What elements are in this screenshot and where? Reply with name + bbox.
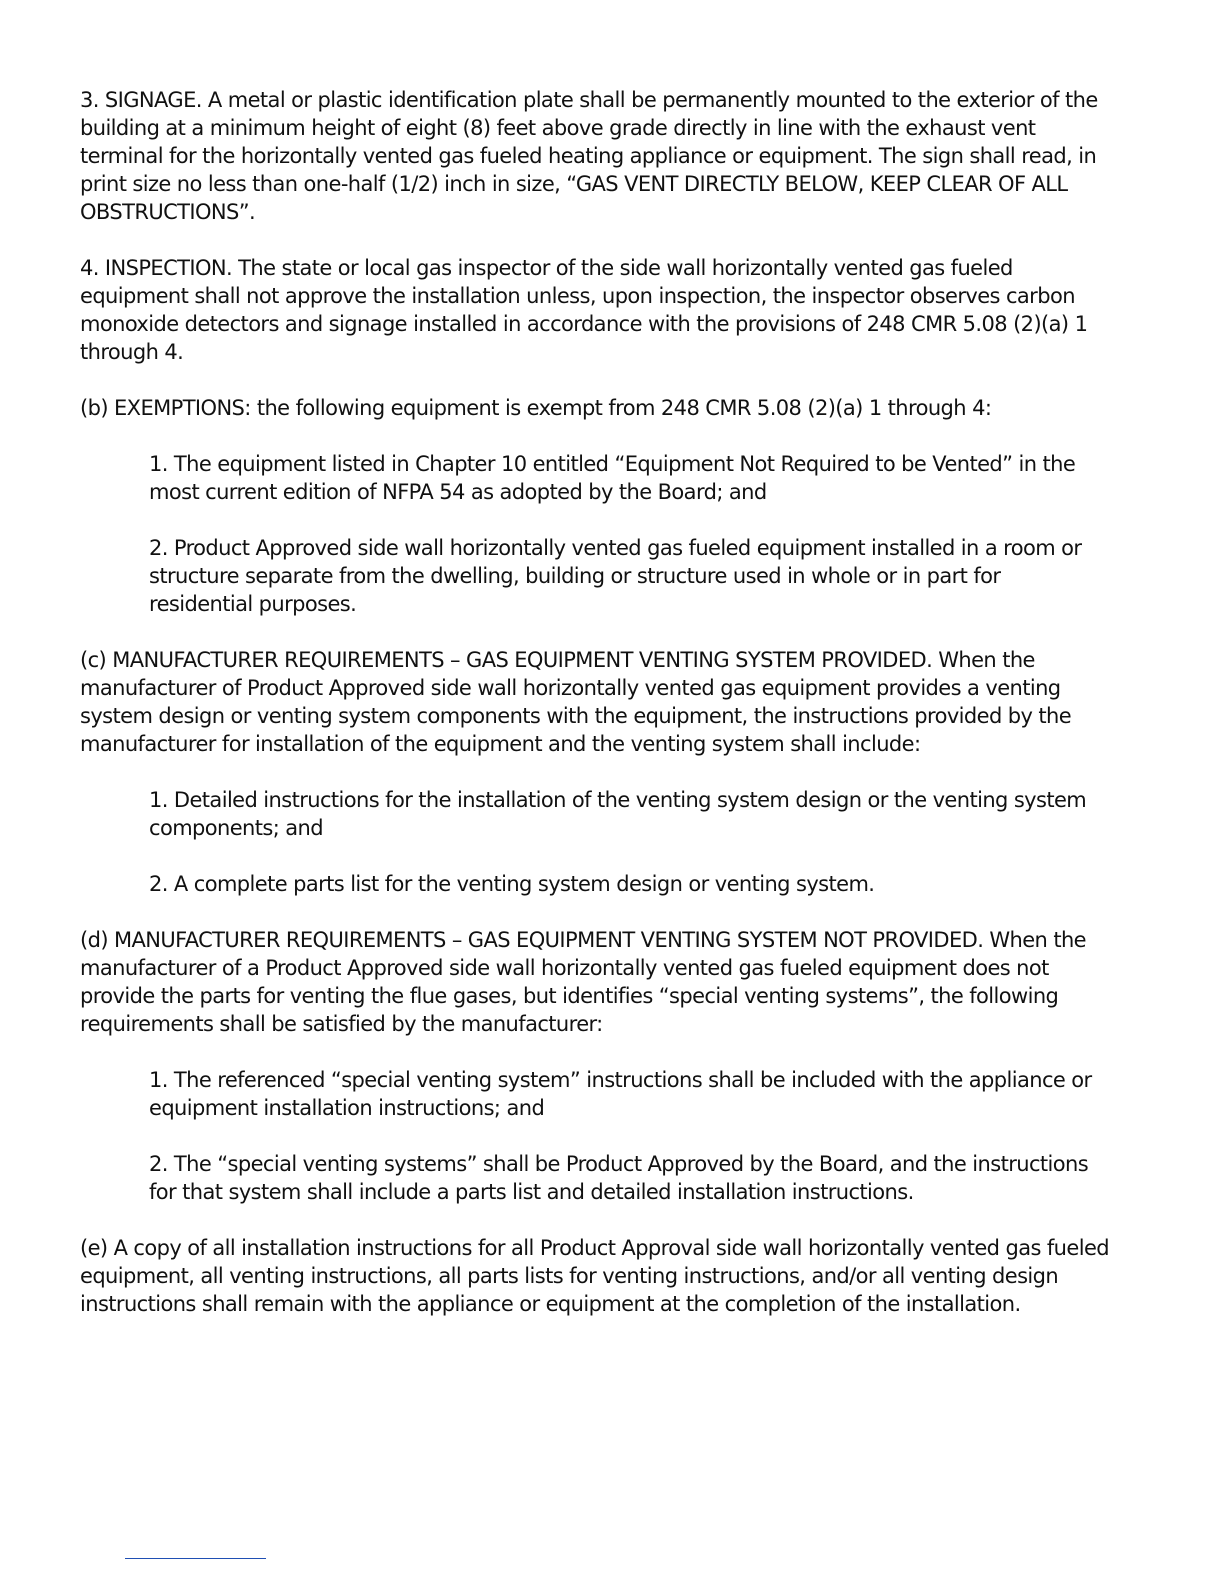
exemptions-item-1: 1. The equipment listed in Chapter 10 entitled “Equipment Not Required to be Vented” in the most current edition of NFPA 54 as adopted by the Board; and [149, 452, 1076, 504]
paragraph-manufacturer-not-provided: (d) MANUFACTURER REQUIREMENTS – GAS EQUIPMENT VENTING SYSTEM NOT PROVIDED. When the manufacturer of a Product Approved side wall horizontally vented gas fueled equipment does not provide the parts for venting the flue gases, but identifies “special venting systems”, the following requirements shall be satisfied by the manufacturer: [80, 928, 1086, 1036]
paragraph-manufacturer-provided: (c) MANUFACTURER REQUIREMENTS – GAS EQUIPMENT VENTING SYSTEM PROVIDED. When the manufacturer of Product Approved side wall horizontally vented gas equipment provides a venting system design or venting system components with the equipment, the instructions provided by the manufacturer for installation of the equipment and the venting system shall include: [80, 648, 1072, 756]
exemptions-item-2: 2. Product Approved side wall horizontally vented gas fueled equipment installed in a room or structure separate from the dwelling, building or structure used in whole or in part for residential purposes. [149, 536, 1082, 616]
manufacturer-provided-item-1: 1. Detailed instructions for the installation of the venting system design or the venting system components; and [149, 788, 1087, 840]
manufacturer-provided-item-2: 2. A complete parts list for the venting system design or venting system. [149, 872, 875, 896]
paragraph-inspection: 4. INSPECTION. The state or local gas inspector of the side wall horizontally vented gas fueled equipment shall not approve the installation unless, upon inspection, the inspector observes carbon monoxide detectors and signage installed in accordance with the provisions of 248 CMR 5.08 (2)(a) 1 through 4. [80, 256, 1088, 364]
footnote-divider [125, 1558, 266, 1559]
paragraph-exemptions: (b) EXEMPTIONS: the following equipment is exempt from 248 CMR 5.08 (2)(a) 1 through 4: [80, 396, 992, 420]
paragraph-copy-of-instructions: (e) A copy of all installation instructions for all Product Approval side wall horizontally vented gas fueled equipment, all venting instructions, all parts lists for venting instructions, and/or all venting design instructions shall remain with the appliance or equipment at the completion of the installation. [80, 1236, 1109, 1316]
manufacturer-not-provided-item-1: 1. The referenced “special venting system” instructions shall be included with the appliance or equipment installation instructions; and [149, 1068, 1092, 1120]
manufacturer-not-provided-item-2: 2. The “special venting systems” shall be Product Approved by the Board, and the instructions for that system shall include a parts list and detailed installation instructions. [149, 1152, 1089, 1204]
paragraph-signage: 3. SIGNAGE. A metal or plastic identification plate shall be permanently mounted to the exterior of the building at a minimum height of eight (8) feet above grade directly in line with the exhaust vent terminal for the horizontally vented gas fueled heating appliance or equipment. The sign shall read, in print size no less than one-half (1/2) inch in size, “GAS VENT DIRECTLY BELOW, KEEP CLEAR OF ALL OBSTRUCTIONS”. [80, 88, 1098, 224]
document-body [80, 86, 1110, 1346]
